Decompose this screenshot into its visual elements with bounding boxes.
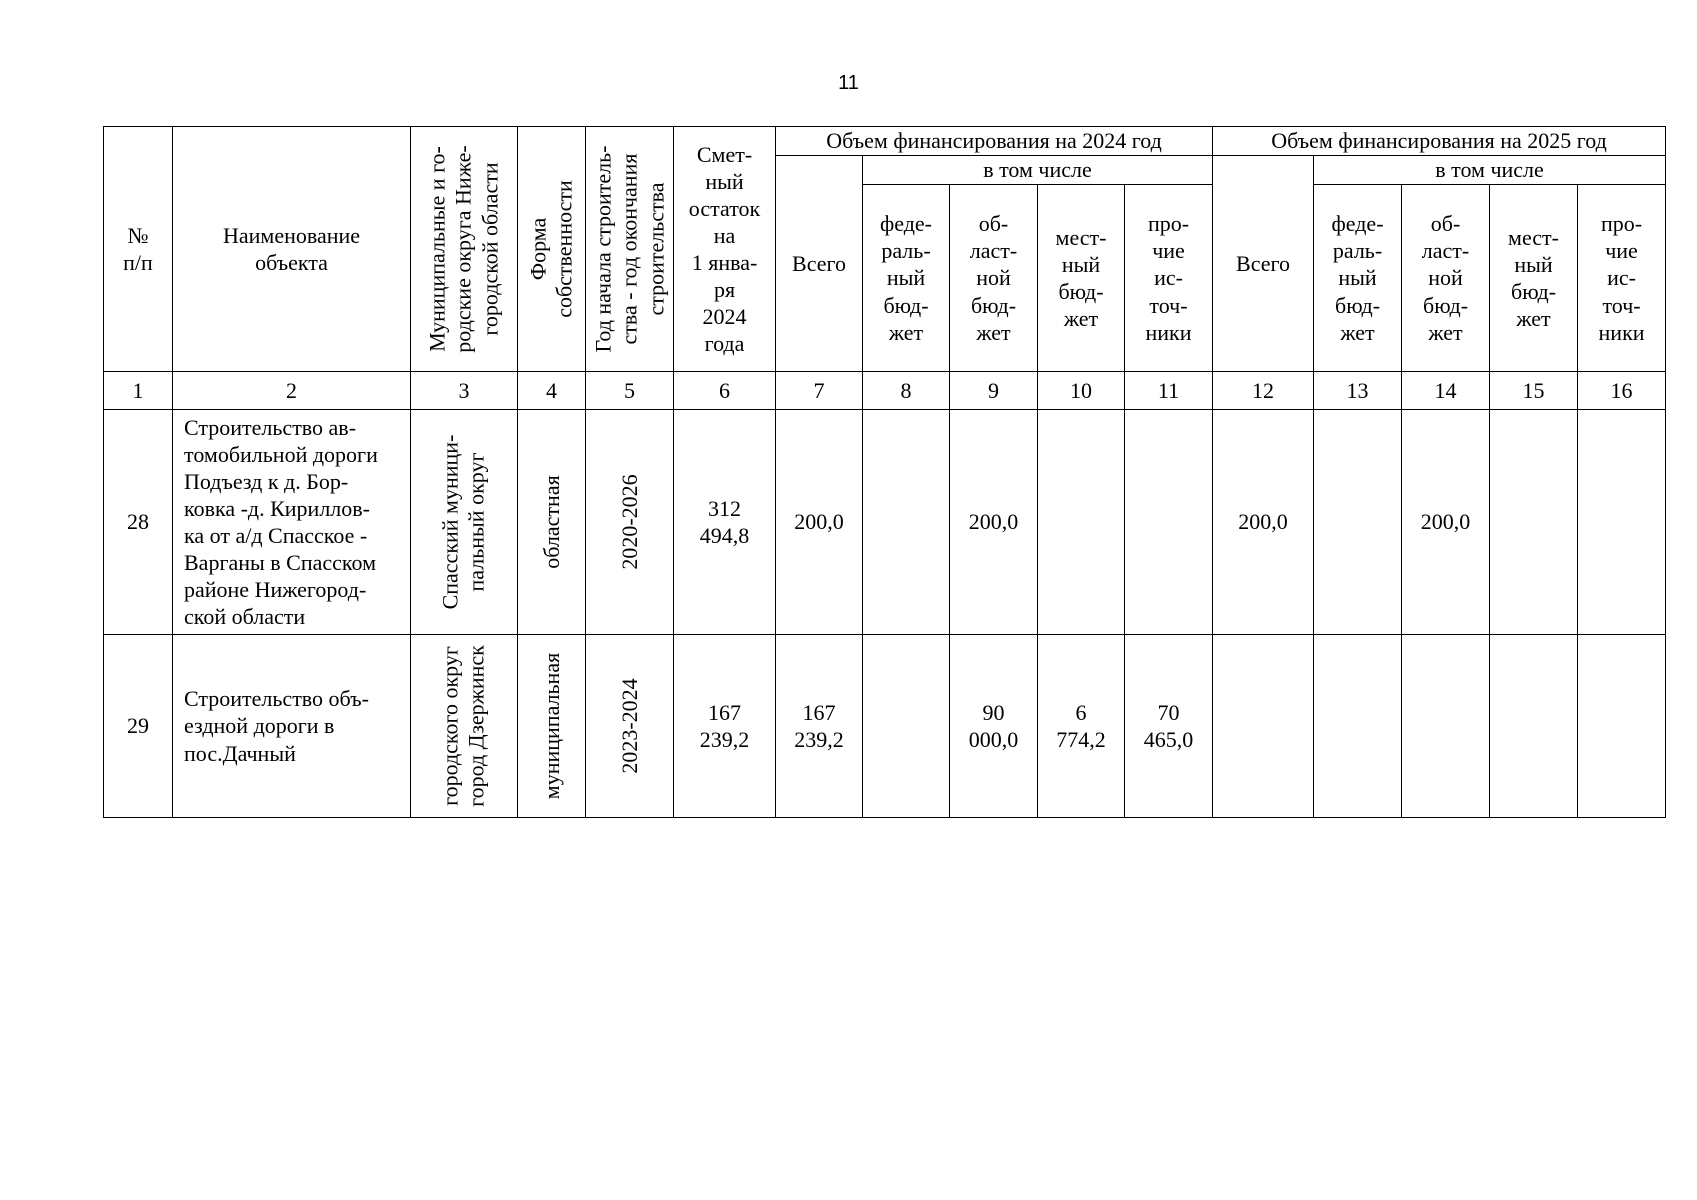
2024-other bbox=[1125, 635, 1213, 818]
column-number-row bbox=[104, 372, 1666, 410]
text-line: ники bbox=[1598, 319, 1645, 345]
text-line: ный bbox=[886, 265, 926, 291]
text-line: феде- bbox=[879, 211, 932, 237]
2025-local bbox=[1490, 410, 1578, 635]
text-line: 6 bbox=[1075, 699, 1087, 725]
text-line: жет bbox=[1340, 319, 1375, 345]
text-line: 90 bbox=[982, 699, 1005, 725]
header-name bbox=[173, 127, 411, 372]
text-line: об- bbox=[978, 211, 1009, 237]
text-line: чие bbox=[1605, 238, 1638, 264]
header-2025-federal bbox=[1314, 185, 1402, 372]
construction-years: 2020-2026 bbox=[586, 410, 674, 635]
text-line: 312 bbox=[708, 495, 741, 521]
header-2024-including: в том числе bbox=[863, 156, 1213, 185]
column-number: 5 bbox=[586, 372, 674, 410]
text-line: бюд- bbox=[1058, 279, 1104, 304]
text-line: Подъезд к д. Бор- bbox=[184, 468, 349, 494]
header-2024-federal bbox=[863, 185, 950, 372]
text-line: 494,8 bbox=[699, 523, 750, 548]
text-line: Наименование bbox=[222, 222, 361, 248]
header-fin-2024: Объем финансирования на 2024 год bbox=[776, 127, 1213, 156]
text-line: томобильной дороги bbox=[184, 441, 378, 467]
text-line: город Дзержинск bbox=[464, 645, 489, 807]
header-2024-total: Всего bbox=[776, 156, 863, 372]
text-line: 167 bbox=[802, 699, 836, 725]
column-number: 8 bbox=[863, 372, 950, 410]
header-2024-local bbox=[1038, 185, 1125, 372]
table-row bbox=[104, 410, 1666, 635]
header-2025-total: Всего bbox=[1213, 156, 1314, 372]
header-municipal bbox=[411, 127, 518, 372]
text-line: 2024 bbox=[702, 304, 747, 330]
text-line: родские округа Ниже- bbox=[450, 145, 476, 353]
text-line: ской области bbox=[184, 604, 306, 630]
text-line: ный bbox=[1514, 251, 1553, 277]
text-line: ис- bbox=[1154, 265, 1183, 291]
column-number: 3 bbox=[411, 372, 518, 410]
column-number: 4 bbox=[518, 372, 586, 410]
header-2024-other bbox=[1125, 185, 1213, 372]
column-number: 13 bbox=[1314, 372, 1402, 410]
construction-years: 2023-2024 bbox=[586, 635, 674, 818]
text-line: городской области bbox=[477, 162, 503, 336]
page-number: 11 bbox=[838, 72, 859, 94]
column-number: 7 bbox=[776, 372, 863, 410]
2025-regional bbox=[1402, 410, 1490, 635]
2024-federal bbox=[863, 635, 950, 818]
text-line: 239,2 bbox=[794, 727, 844, 752]
2024-federal bbox=[863, 410, 950, 635]
2024-regional bbox=[950, 635, 1038, 818]
text-line: ный bbox=[1338, 265, 1377, 291]
2025-total bbox=[1213, 635, 1314, 818]
2024-other bbox=[1125, 410, 1213, 635]
text-line: точ- bbox=[1149, 292, 1188, 318]
text-line: ный bbox=[1061, 251, 1101, 277]
text-line: ис- bbox=[1607, 265, 1636, 291]
header-ownership bbox=[518, 127, 586, 372]
text-line: про- bbox=[1600, 211, 1643, 237]
text-line: бюд- bbox=[1511, 279, 1557, 304]
text-line: 200,0 bbox=[1238, 509, 1288, 535]
text-line: на bbox=[713, 222, 736, 248]
row-num: 28 bbox=[104, 410, 173, 635]
text-line: точ- bbox=[1602, 292, 1641, 318]
2025-regional bbox=[1402, 635, 1490, 818]
text-line: ный bbox=[705, 168, 744, 194]
header-2024-regional bbox=[950, 185, 1038, 372]
text-line: ка от а/д Спасское - bbox=[184, 523, 368, 548]
2025-other bbox=[1578, 410, 1666, 635]
text-line: объекта bbox=[255, 250, 328, 275]
header-num bbox=[104, 127, 173, 372]
header-2025-other bbox=[1578, 185, 1666, 372]
column-number: 16 bbox=[1578, 372, 1666, 410]
text-line: Форма bbox=[525, 217, 551, 281]
text-line: 200,0 bbox=[1420, 509, 1471, 535]
text-line: мест- bbox=[1055, 224, 1107, 250]
header-2025-local bbox=[1490, 185, 1578, 372]
table-row bbox=[104, 635, 1666, 818]
2025-federal bbox=[1314, 410, 1402, 635]
text-line: пос.Дачный bbox=[184, 740, 296, 766]
text-line: ной bbox=[976, 265, 1011, 291]
2025-local bbox=[1490, 635, 1578, 818]
column-number: 10 bbox=[1038, 372, 1125, 410]
header-2025-regional bbox=[1402, 185, 1490, 372]
text-line: 239,2 bbox=[699, 727, 750, 752]
text-line: жет bbox=[1428, 319, 1463, 345]
text-line: 000,0 bbox=[968, 727, 1019, 752]
text-line: раль- bbox=[1332, 238, 1383, 264]
text-line: 774,2 bbox=[1056, 727, 1106, 752]
text-line: жет bbox=[976, 319, 1011, 345]
text-line: ковка -д. Кириллов- bbox=[184, 495, 370, 521]
text-line: собственности bbox=[551, 180, 577, 318]
text-line: бюд- bbox=[970, 292, 1017, 318]
text-line: бюд- bbox=[1423, 292, 1469, 318]
text-line: Строительство объ- bbox=[184, 686, 369, 712]
text-line: районе Нижегород- bbox=[184, 577, 367, 603]
2024-local bbox=[1038, 410, 1125, 635]
text-line: Варганы в Спасском bbox=[184, 550, 376, 576]
column-number: 14 bbox=[1402, 372, 1490, 410]
text-line: жет bbox=[888, 319, 924, 345]
text-line: Строительство ав- bbox=[184, 414, 357, 440]
ownership-form: областная bbox=[518, 410, 586, 635]
text-line: 465,0 bbox=[1143, 727, 1194, 752]
header-row-1 bbox=[104, 127, 1666, 156]
text-line: 1 янва- bbox=[691, 250, 758, 275]
text-line: раль- bbox=[881, 238, 931, 264]
2024-regional bbox=[950, 410, 1038, 635]
column-number: 12 bbox=[1213, 372, 1314, 410]
text-line: жет bbox=[1063, 306, 1099, 332]
2025-other bbox=[1578, 635, 1666, 818]
text-line: бюд- bbox=[883, 292, 929, 318]
2025-federal bbox=[1314, 635, 1402, 818]
row-num: 29 bbox=[104, 635, 173, 818]
text-line: года bbox=[704, 331, 745, 357]
financing-table bbox=[103, 126, 1666, 818]
text-line: остаток bbox=[688, 195, 761, 221]
text-line: Спасский муници- bbox=[437, 434, 463, 610]
ownership-form: муниципальная bbox=[518, 635, 586, 818]
text-line: № bbox=[127, 222, 149, 248]
text-line: ласт- bbox=[1421, 238, 1470, 264]
object-name bbox=[173, 635, 411, 818]
text-line: 70 bbox=[1157, 699, 1180, 725]
text-line: ной bbox=[1428, 265, 1463, 291]
header-years bbox=[586, 127, 674, 372]
column-number: 2 bbox=[173, 372, 411, 410]
column-number: 11 bbox=[1125, 372, 1213, 410]
2024-local bbox=[1038, 635, 1125, 818]
text-line: ники bbox=[1145, 319, 1192, 345]
text-line: Год начала строитель- bbox=[589, 145, 615, 353]
estimated-remainder bbox=[674, 410, 776, 635]
text-line: 200,0 bbox=[968, 509, 1019, 535]
object-name bbox=[173, 410, 411, 635]
text-line: ездной дороги в bbox=[184, 713, 335, 739]
text-line: городского округ bbox=[437, 646, 463, 806]
text-line: 200,0 bbox=[794, 509, 844, 535]
municipal-district bbox=[411, 635, 518, 818]
column-number: 15 bbox=[1490, 372, 1578, 410]
text-line: строительства bbox=[642, 182, 668, 316]
text-line: бюд- bbox=[1335, 292, 1381, 318]
text-line: ства - год окончания bbox=[616, 153, 642, 345]
text-line: пальный округ bbox=[464, 452, 489, 592]
column-number: 1 bbox=[104, 372, 173, 410]
text-line: феде- bbox=[1331, 211, 1384, 237]
text-line: ласт- bbox=[969, 238, 1018, 264]
2024-total bbox=[776, 410, 863, 635]
text-line: 167 bbox=[708, 699, 741, 725]
text-line: чие bbox=[1152, 238, 1185, 264]
text-line: об- bbox=[1430, 211, 1461, 237]
text-line: Муниципальные и го- bbox=[424, 146, 450, 352]
municipal-district bbox=[411, 410, 518, 635]
2025-total bbox=[1213, 410, 1314, 635]
text-line: про- bbox=[1147, 211, 1190, 237]
column-number: 9 bbox=[950, 372, 1038, 410]
header-fin-2025: Объем финансирования на 2025 год bbox=[1213, 127, 1666, 156]
text-line: мест- bbox=[1508, 224, 1559, 250]
2024-total bbox=[776, 635, 863, 818]
column-number: 6 bbox=[674, 372, 776, 410]
estimated-remainder bbox=[674, 635, 776, 818]
text-line: п/п bbox=[123, 250, 153, 275]
header-2025-including: в том числе bbox=[1314, 156, 1666, 185]
text-line: ря bbox=[713, 277, 736, 303]
text-line: Смет- bbox=[696, 141, 753, 167]
header-remainder bbox=[674, 127, 776, 372]
text-line: жет bbox=[1516, 306, 1551, 332]
